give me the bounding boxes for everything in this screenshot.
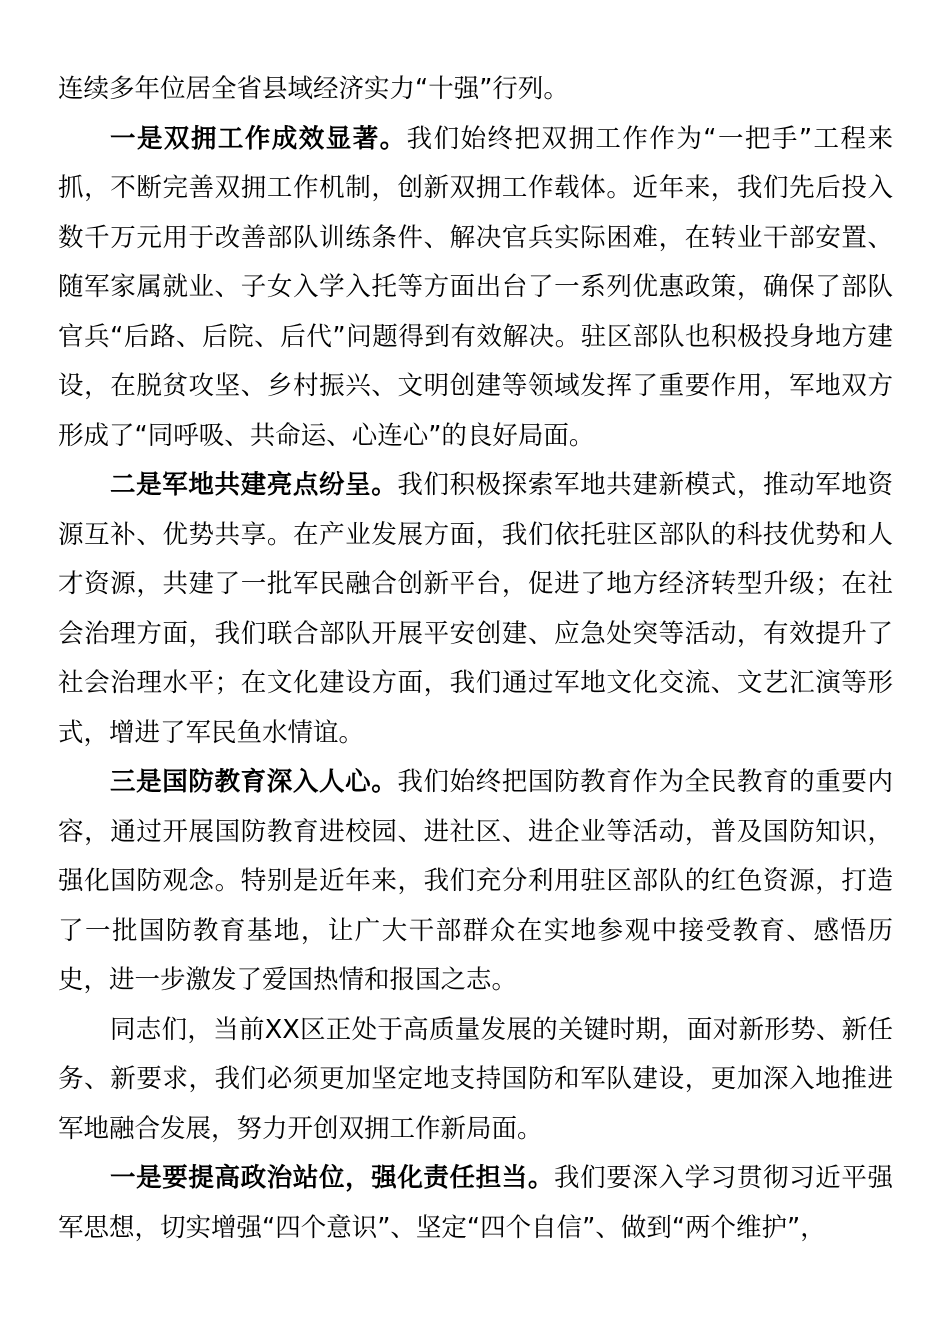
paragraph-political-standing [58, 1154, 893, 1253]
paragraph-text: 同志们，当前XX区正处于高质量发展的关键时期，面对新形势、新任务、新要求，我们必须更加坚定地支持国防和军队建设，更加深入地推进军地融合发展，努力开创双拥工作新局面。 [58, 1014, 893, 1144]
paragraph-text: 我们始终把双拥工作作为“一把手”工程来抓，不断完善双拥工作机制，创新双拥工作载体。近年来，我们先后投入数千万元用于改善部队训练条件、解决官兵实际困难，在转业干部安置、随军家属就业、子女入学入托等方面出台了一系列优惠政策，确保了部队官兵“后路、后院、后代”问题得到有效解决。驻区部队也积极投身地方建设，在脱贫攻坚、乡村振兴、文明创建等领域发挥了重要作用，军地双方形成了“同呼吸、共命运、心连心”的良好局面。 [58, 123, 893, 451]
paragraph-text: 我们始终把国防教育作为全民教育的重要内容，通过开展国防教育进校园、进社区、进企业等活动，普及国防知识，强化国防观念。特别是近年来，我们充分利用驻区部队的红色资源，打造了一批国防教育基地，让广大干部群众在实地参观中接受教育、感悟历史，进一步激发了爱国热情和报国之志。 [58, 767, 893, 995]
paragraph-text: 我们要深入学习贯彻习近平强军思想，切实增强“四个意识”、坚定“四个自信”、做到“两个维护”， [58, 1163, 893, 1243]
paragraph-text: 连续多年位居全省县域经济实力“十强”行列。 [58, 74, 569, 104]
paragraph-national-defense-education [58, 758, 893, 1006]
paragraph-shuangyong-results [58, 115, 893, 462]
paragraph-comrades-address [58, 1006, 893, 1155]
paragraph-text: 我们积极探索军地共建新模式，推动军地资源互补、优势共享。在产业发展方面，我们依托驻区部队的科技优势和人才资源，共建了一批军民融合创新平台，促进了地方经济转型升级；在社会治理方面，我们联合部队开展平安创建、应急处突等活动，有效提升了社会治理水平；在文化建设方面，我们通过军地文化交流、文艺汇演等形式，增进了军民鱼水情谊。 [58, 470, 893, 748]
paragraph-lead: 一是要提高政治站位，强化责任担当。 [110, 1163, 555, 1193]
paragraph-joint-construction [58, 461, 893, 758]
paragraph-lead: 三是国防教育深入人心。 [110, 767, 398, 797]
paragraph-lead: 一是双拥工作成效显著。 [110, 123, 407, 154]
document-page [58, 65, 893, 1253]
paragraph-lead: 二是军地共建亮点纷呈。 [110, 470, 398, 500]
paragraph-continuation [58, 65, 893, 115]
